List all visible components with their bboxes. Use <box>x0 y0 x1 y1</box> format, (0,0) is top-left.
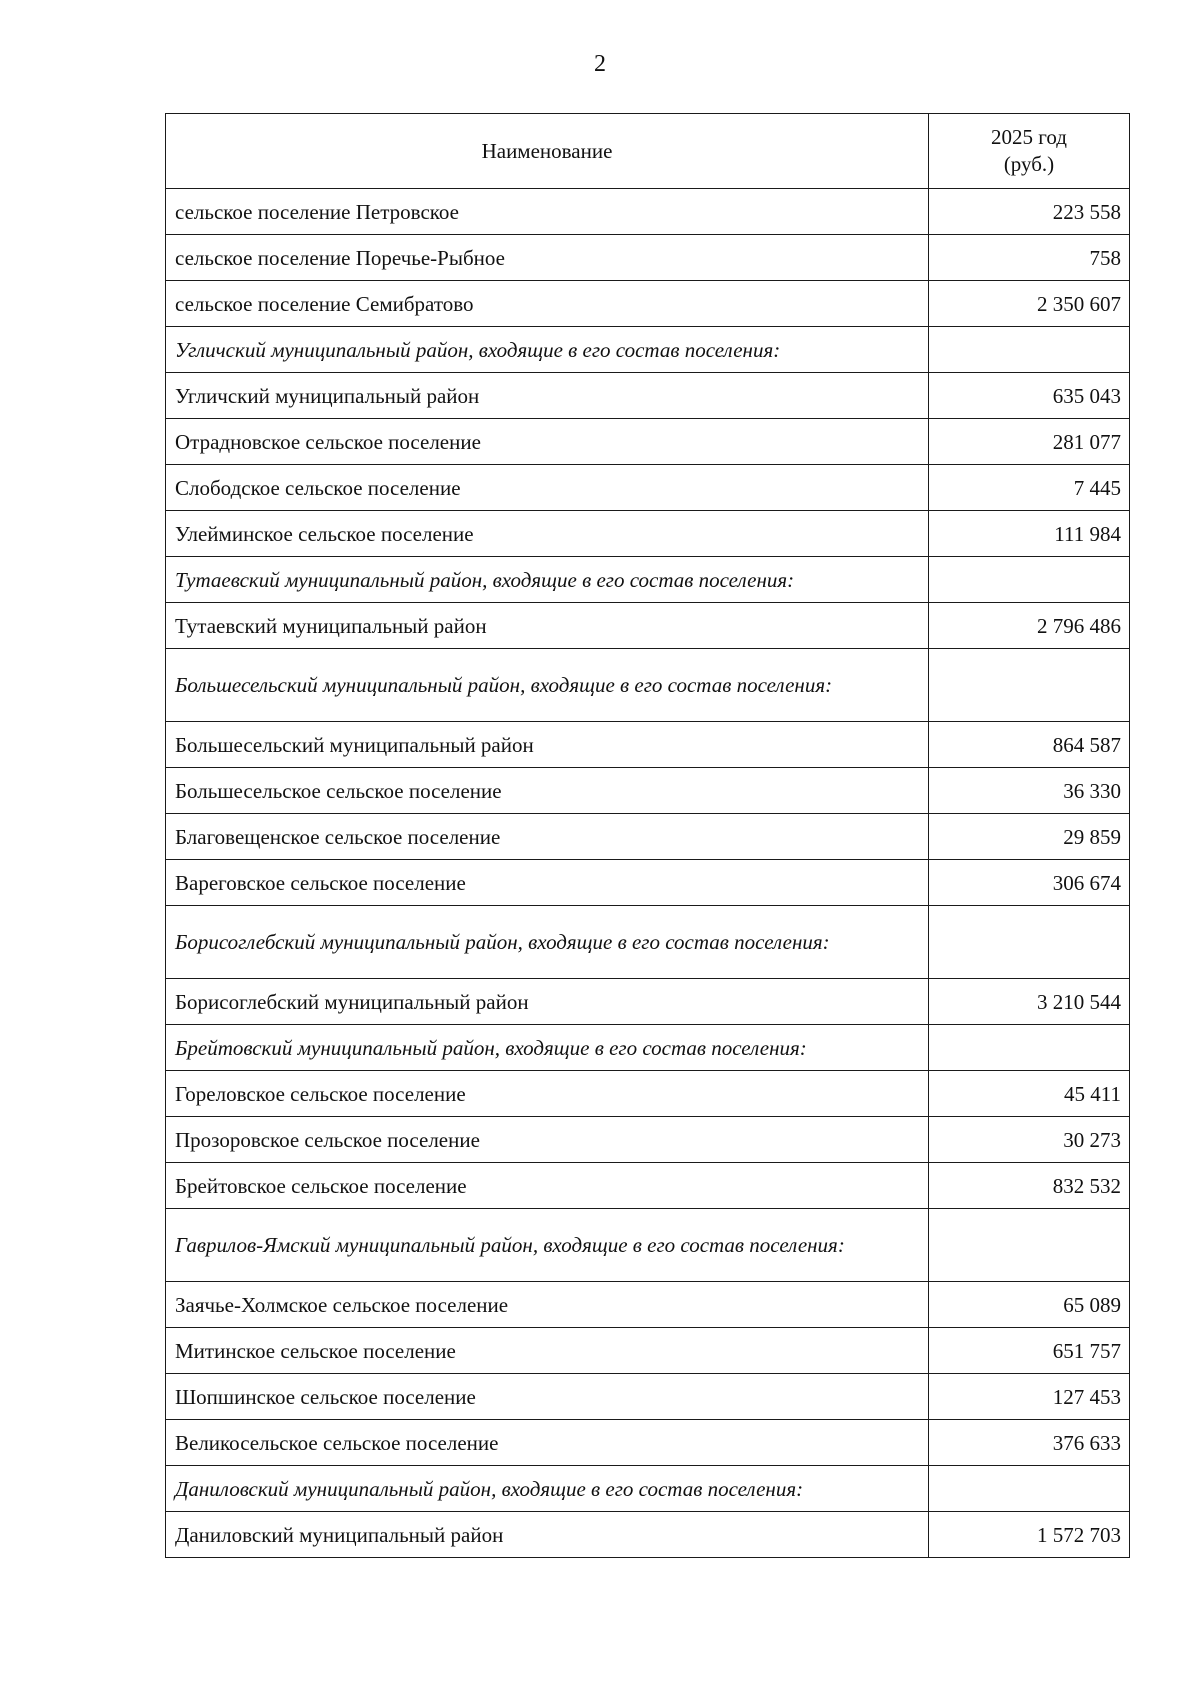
page-number: 2 <box>594 51 606 77</box>
table-row <box>166 1071 1130 1117</box>
table-row <box>166 1117 1130 1163</box>
row-value: 30 273 <box>929 1117 1130 1163</box>
row-value: 127 453 <box>929 1374 1130 1420</box>
row-value: 3 210 544 <box>929 979 1130 1025</box>
row-name: Большесельское сельское поселение <box>166 768 929 814</box>
table-row <box>166 722 1130 768</box>
row-value: 306 674 <box>929 860 1130 906</box>
table-group-row <box>166 649 1130 722</box>
row-name: Великосельское сельское поселение <box>166 1420 929 1466</box>
row-value: 651 757 <box>929 1328 1130 1374</box>
row-name: Даниловский муниципальный район <box>166 1512 929 1558</box>
table-row <box>166 814 1130 860</box>
table-group-row <box>166 327 1130 373</box>
column-header-name: Наименование <box>166 114 929 189</box>
table-row <box>166 281 1130 327</box>
row-value: 758 <box>929 235 1130 281</box>
row-value: 7 445 <box>929 465 1130 511</box>
row-value <box>929 1025 1130 1071</box>
table-row <box>166 235 1130 281</box>
table-body <box>166 189 1130 1558</box>
table-row <box>166 768 1130 814</box>
table-header-row <box>166 114 1130 189</box>
row-value: 36 330 <box>929 768 1130 814</box>
row-value: 281 077 <box>929 419 1130 465</box>
row-name: Тутаевский муниципальный район <box>166 603 929 649</box>
column-header-year: 2025 год <box>991 125 1067 149</box>
table-row <box>166 465 1130 511</box>
table-row <box>166 1512 1130 1558</box>
row-name: Брейтовское сельское поселение <box>166 1163 929 1209</box>
group-name: Тутаевский муниципальный район, входящие в его состав поселения: <box>166 557 929 603</box>
table-row <box>166 1328 1130 1374</box>
row-value: 2 350 607 <box>929 281 1130 327</box>
row-value: 832 532 <box>929 1163 1130 1209</box>
row-name: Угличский муниципальный район <box>166 373 929 419</box>
table-group-row <box>166 557 1130 603</box>
row-name: сельское поселение Поречье-Рыбное <box>166 235 929 281</box>
row-value: 65 089 <box>929 1282 1130 1328</box>
table-group-row <box>166 906 1130 979</box>
row-value: 111 984 <box>929 511 1130 557</box>
row-name: Заячье-Холмское сельское поселение <box>166 1282 929 1328</box>
group-name: Большесельский муниципальный район, входящие в его состав поселения: <box>166 649 929 722</box>
row-value <box>929 649 1130 722</box>
row-value: 45 411 <box>929 1071 1130 1117</box>
table-row <box>166 511 1130 557</box>
row-value <box>929 557 1130 603</box>
row-name: сельское поселение Петровское <box>166 189 929 235</box>
table-row <box>166 1420 1130 1466</box>
row-name: Шопшинское сельское поселение <box>166 1374 929 1420</box>
table-row <box>166 1374 1130 1420</box>
group-name: Угличский муниципальный район, входящие в его состав поселения: <box>166 327 929 373</box>
row-value <box>929 906 1130 979</box>
column-header-unit: (руб.) <box>1003 152 1055 176</box>
row-name: сельское поселение Семибратово <box>166 281 929 327</box>
table-row <box>166 860 1130 906</box>
row-name: Большесельский муниципальный район <box>166 722 929 768</box>
table-row <box>166 419 1130 465</box>
row-name: Улейминское сельское поселение <box>166 511 929 557</box>
row-name: Борисоглебский муниципальный район <box>166 979 929 1025</box>
row-value <box>929 1209 1130 1282</box>
row-name: Гореловское сельское поселение <box>166 1071 929 1117</box>
table-row <box>166 979 1130 1025</box>
row-value: 864 587 <box>929 722 1130 768</box>
budget-table <box>165 113 1130 1558</box>
column-header-value <box>929 114 1130 189</box>
row-name: Благовещенское сельское поселение <box>166 814 929 860</box>
group-name: Брейтовский муниципальный район, входящие в его состав поселения: <box>166 1025 929 1071</box>
row-value: 2 796 486 <box>929 603 1130 649</box>
row-name: Вареговское сельское поселение <box>166 860 929 906</box>
row-name: Прозоровское сельское поселение <box>166 1117 929 1163</box>
group-name: Гаврилов-Ямский муниципальный район, входящие в его состав поселения: <box>166 1209 929 1282</box>
row-value <box>929 1466 1130 1512</box>
row-value <box>929 327 1130 373</box>
row-name: Митинское сельское поселение <box>166 1328 929 1374</box>
row-value: 635 043 <box>929 373 1130 419</box>
table-row <box>166 189 1130 235</box>
table-group-row <box>166 1209 1130 1282</box>
row-value: 376 633 <box>929 1420 1130 1466</box>
row-value: 223 558 <box>929 189 1130 235</box>
table-row <box>166 603 1130 649</box>
table-group-row <box>166 1025 1130 1071</box>
row-name: Слободское сельское поселение <box>166 465 929 511</box>
row-value: 1 572 703 <box>929 1512 1130 1558</box>
table-row <box>166 373 1130 419</box>
row-name: Отрадновское сельское поселение <box>166 419 929 465</box>
table-row <box>166 1282 1130 1328</box>
row-value: 29 859 <box>929 814 1130 860</box>
table-group-row <box>166 1466 1130 1512</box>
group-name: Даниловский муниципальный район, входящие в его состав поселения: <box>166 1466 929 1512</box>
table-row <box>166 1163 1130 1209</box>
group-name: Борисоглебский муниципальный район, входящие в его состав поселения: <box>166 906 929 979</box>
